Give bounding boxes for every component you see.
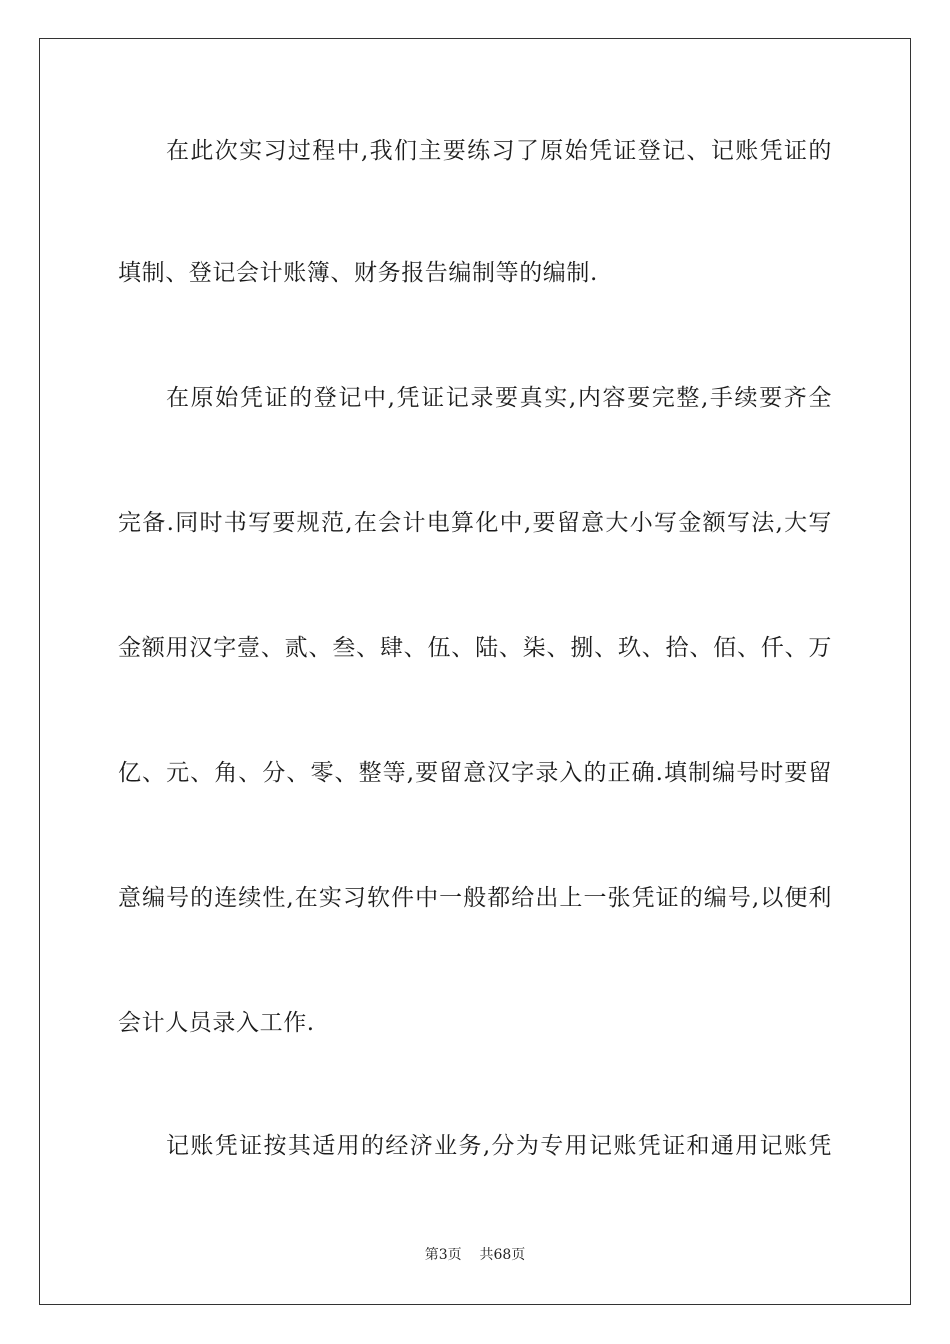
paragraph-2-line-5: 意编号的连续性,在实习软件中一般都给出上一张凭证的编号,以便利: [118, 885, 832, 911]
paragraph-2-line-3: 金额用汉字壹、贰、叁、肆、伍、陆、柒、捌、玖、拾、佰、仟、万: [118, 635, 832, 661]
paragraph-1-line-1: 在此次实习过程中,我们主要练习了原始凭证登记、记账凭证的: [166, 138, 832, 164]
page-number: 第3页: [424, 1247, 462, 1263]
total-pages: 共68页: [479, 1247, 526, 1263]
paragraph-2-line-1: 在原始凭证的登记中,凭证记录要真实,内容要完整,手续要齐全: [166, 385, 832, 411]
page-footer: [0, 1246, 950, 1264]
paragraph-2-line-2: 完备.同时书写要规范,在会计电算化中,要留意大小写金额写法,大写: [118, 510, 832, 536]
paragraph-1-line-2: 填制、登记会计账簿、财务报告编制等的编制.: [118, 260, 598, 286]
paragraph-3-line-1: 记账凭证按其适用的经济业务,分为专用记账凭证和通用记账凭: [166, 1133, 832, 1159]
paragraph-2-line-4: 亿、元、角、分、零、整等,要留意汉字录入的正确.填制编号时要留: [118, 760, 832, 786]
paragraph-2-line-6: 会计人员录入工作.: [118, 1010, 315, 1036]
page-border: [39, 38, 911, 1305]
